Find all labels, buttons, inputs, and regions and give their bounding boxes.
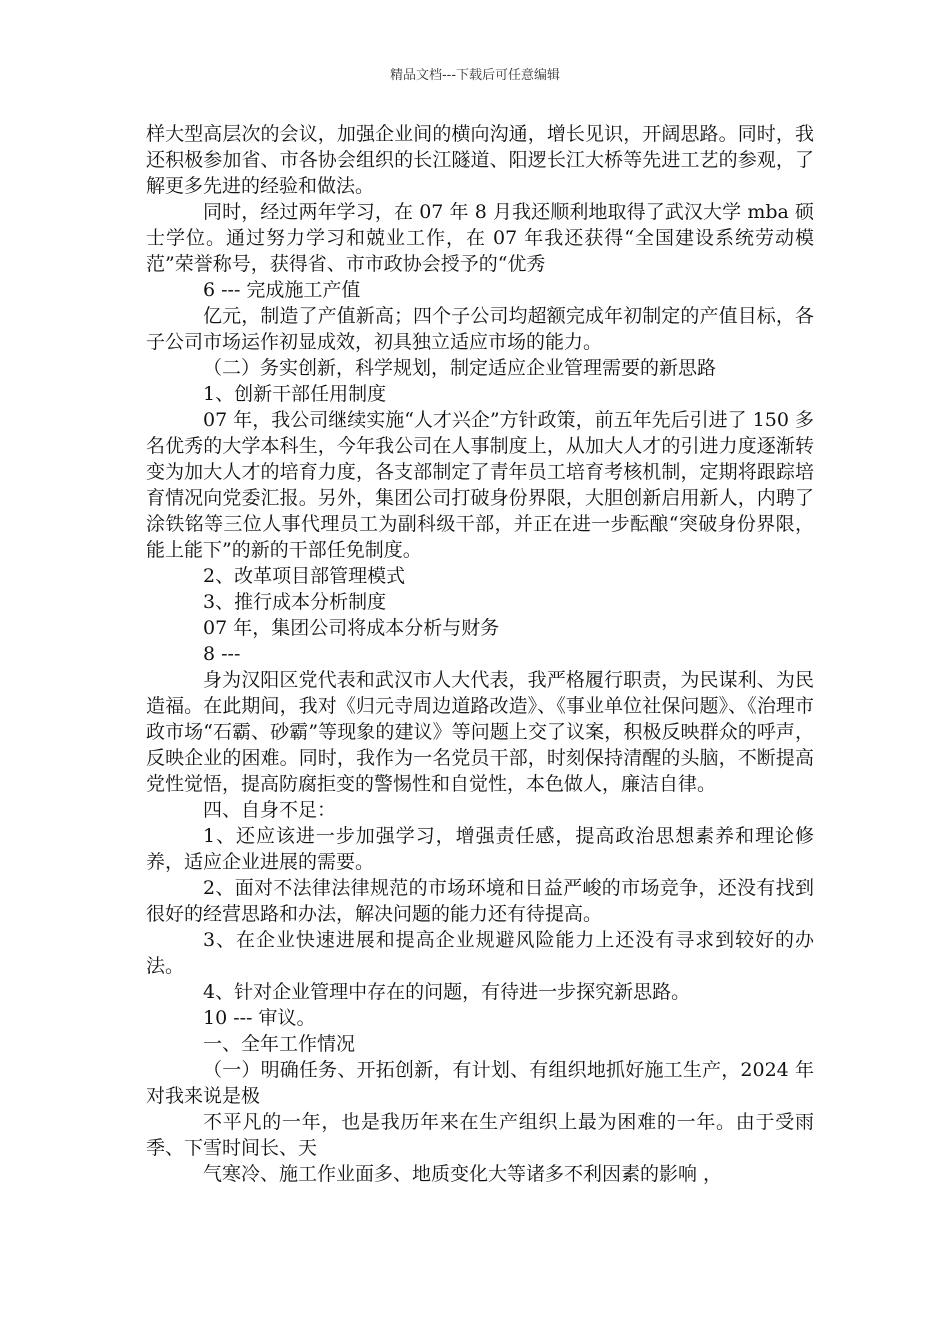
paragraph: （一）明确任务、开拓创新，有计划、有组织地抓好施工生产，2024 年对我来说是极 bbox=[146, 1059, 814, 1107]
list-item: 3、在企业快速进展和提高企业规避风险能力上还没有寻求到较好的办法。 bbox=[146, 929, 814, 977]
subsection-heading: 1、创新干部任用制度 bbox=[203, 383, 387, 405]
paragraph: 不平凡的一年，也是我历年来在生产组织上最为困难的一年。由于受雨季、下雪时间长、天 bbox=[146, 1111, 814, 1159]
paragraph: 8 --- bbox=[203, 643, 241, 665]
document-body bbox=[146, 121, 814, 1187]
list-item: 2、面对不法律法律规范的市场环境和日益严峻的市场竞争，还没有找到很好的经营思路和办法，解决问题的能力还有待提高。 bbox=[146, 877, 814, 925]
section-heading: （二）务实创新，科学规划，制定适应企业管理需要的新思路 bbox=[203, 357, 717, 379]
paragraph: 07 年，我公司继续实施“人才兴企”方针政策，前五年先后引进了 150 多名优秀的大学本科生，今年我公司在人事制度上，从加大人才的引进力度逐渐转变为加大人才的培育力度，各支部制定了青年员工培育考核机制，定期将跟踪培育情况向党委汇报。另外，集团公司打破身份界限，大胆创新启用新人，内聘了涂铁铭等三位人事代理员工为副科级干部，并正在进一步酝酿“突破身份界限，能上能下”的新的干部任免制度。 bbox=[146, 409, 814, 561]
paragraph: 同时，经过两年学习，在 07 年 8 月我还顺利地取得了武汉大学 mba 硕士学位。通过努力学习和兢业工作，在 07 年我还获得“全国建设系统劳动模范”荣誉称号，获得省、市市政协会授予的“优秀 bbox=[146, 201, 814, 275]
subsection-heading: 2、改革项目部管理模式 bbox=[203, 565, 406, 587]
paragraph: 6 --- 完成施工产值 bbox=[203, 279, 361, 301]
section-heading: 一、全年工作情况 bbox=[203, 1033, 356, 1055]
list-item: 1、还应该进一步加强学习，增强责任感，提高政治思想素养和理论修养，适应企业进展的需要。 bbox=[146, 825, 814, 873]
subsection-heading: 3、推行成本分析制度 bbox=[203, 591, 387, 613]
paragraph: 样大型高层次的会议，加强企业间的横向沟通，增长见识，开阔思路。同时，我还积极参加省、市各协会组织的长江隧道、阳逻长江大桥等先进工艺的参观，了解更多先进的经验和做法。 bbox=[146, 123, 814, 197]
paragraph: 身为汉阳区党代表和武汉市人大代表，我严格履行职责，为民谋利、为民造福。在此期间，我对《归元寺周边道路改造》、《事业单位社保问题》、《治理市政市场“石霸、砂霸”等现象的建议》等问题上交了议案，积极反映群众的呼声，反映企业的困难。同时，我作为一名党员干部，时刻保持清醒的头脑，不断提高党性觉悟，提高防腐拒变的警惕性和自觉性，本色做人，廉洁自律。 bbox=[146, 669, 814, 795]
paragraph: 10 --- 审议。 bbox=[203, 1007, 316, 1029]
paragraph: 气寒冷、施工作业面多、地质变化大等诸多不利因素的影响 ， bbox=[203, 1163, 723, 1185]
section-heading: 四、自身不足： bbox=[203, 799, 337, 821]
paragraph: 亿元，制造了产值新高；四个子公司均超额完成年初制定的产值目标，各子公司市场运作初显成效，初具独立适应市场的能力。 bbox=[146, 305, 814, 353]
page-header: 精品文档---下载后可任意编辑 bbox=[389, 68, 561, 83]
list-item: 4、针对企业管理中存在的问题，有待进一步探究新思路。 bbox=[203, 981, 691, 1003]
paragraph: 07 年，集团公司将成本分析与财务 bbox=[203, 617, 500, 639]
